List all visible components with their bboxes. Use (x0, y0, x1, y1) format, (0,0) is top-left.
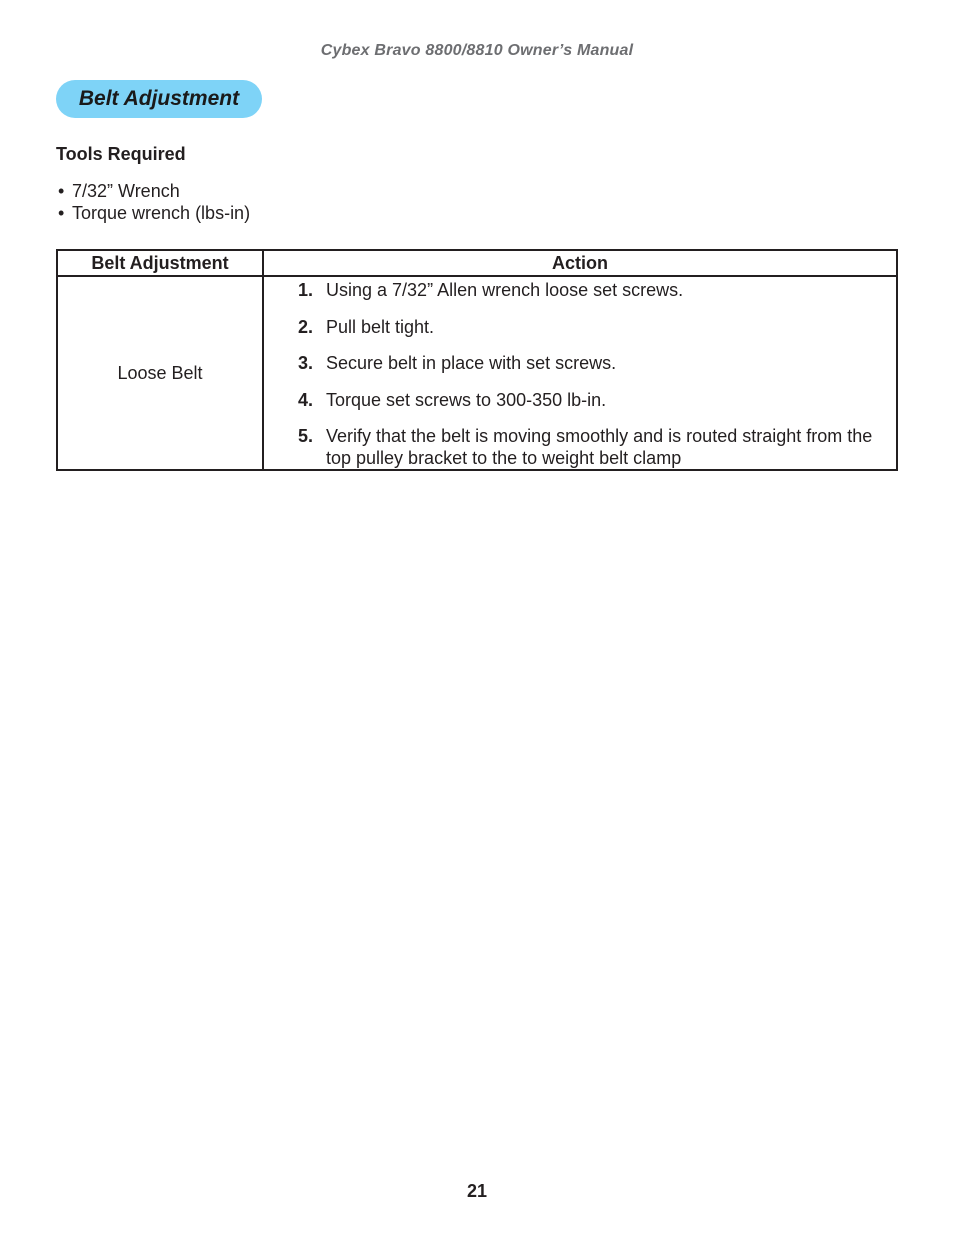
list-item (298, 316, 876, 338)
tools-list (58, 180, 250, 224)
step-text: Pull belt tight. (326, 316, 435, 337)
bullet-icon: • (58, 181, 65, 201)
tools-heading: Tools Required (56, 144, 186, 164)
step-number: 1. (298, 280, 314, 300)
condition-cell: Loose Belt (57, 276, 263, 470)
running-header: Cybex Bravo 8800/8810 Owner’s Manual (320, 42, 634, 59)
list-item (298, 279, 876, 301)
step-number: 2. (298, 316, 314, 337)
table-header-row (57, 250, 897, 276)
column-header-condition: Belt Adjustment (57, 250, 263, 276)
list-item (58, 202, 250, 224)
step-number: 4. (298, 389, 314, 410)
section-title-pill (56, 80, 262, 118)
tool-item: 7/32” Wrench (72, 181, 180, 201)
tool-item: Torque wrench (lbs-in) (72, 203, 251, 223)
bullet-icon: • (58, 203, 65, 223)
step-text: Torque set screws to 300-350 lb-in. (326, 389, 607, 410)
list-item (298, 352, 876, 374)
step-text: Verify that the belt is moving smoothly and is routed straight from the top pulley bracket to the to weight belt clamp (326, 426, 873, 468)
step-text: Secure belt in place with set screws. (326, 353, 617, 373)
section-title: Belt Adjustment (78, 87, 240, 110)
column-header-action: Action (263, 250, 897, 276)
table-row (57, 276, 897, 470)
step-text: Using a 7/32” Allen wrench loose set screws. (326, 280, 684, 300)
page-number: 21 (466, 1181, 488, 1201)
list-item (298, 389, 876, 411)
list-item (298, 425, 876, 469)
list-item (58, 180, 250, 202)
step-number: 3. (298, 353, 314, 373)
action-cell (263, 276, 897, 470)
action-steps (264, 279, 876, 469)
step-number: 5. (298, 426, 314, 446)
belt-adjustment-table (56, 249, 898, 471)
